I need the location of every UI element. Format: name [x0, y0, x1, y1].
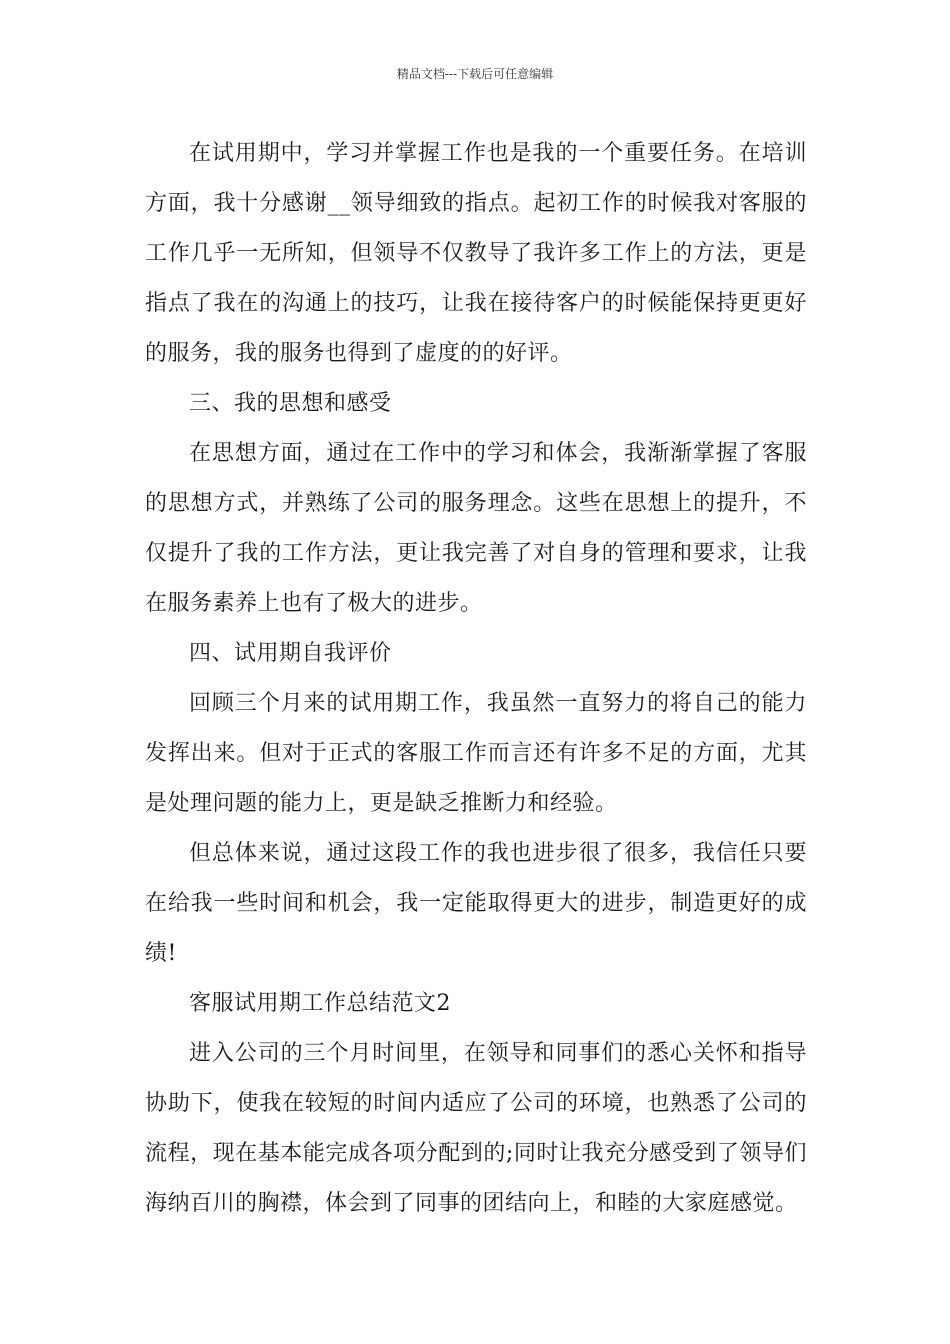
section-heading-thoughts: 三、我的思想和感受: [189, 391, 392, 416]
paragraph-review: 回顾三个月来的试用期工作，我虽然一直努力的将自己的能力发挥出来。但对于正式的客服工作而言还有许多不足的方面，尤其是处理问题的能力上，更是缺乏推断力和经验。: [145, 691, 807, 816]
page-header: 精品文档---下载后可任意编辑: [396, 67, 554, 81]
paragraph-intro-2: 进入公司的三个月时间里，在领导和同事们的悉心关怀和指导协助下，使我在较短的时间内适应了公司的环境，也熟悉了公司的流程，现在基本能完成各项分配到的;同时让我充分感受到了领导们海纳百川的胸襟，体会到了同事的团结向上，和睦的大家庭感觉。: [145, 1041, 807, 1216]
paragraph-training: 在试用期中，学习并掌握工作也是我的一个重要任务。在培训方面，我十分感谢__领导细致的指点。起初工作的时候我对客服的工作几乎一无所知，但领导不仅教导了我许多工作上的方法，更是指点了我在的沟通上的技巧，让我在接待客户的时候能保持更更好的服务，我的服务也得到了虚度的的好评。: [145, 141, 807, 366]
paragraph-thoughts: 在思想方面，通过在工作中的学习和体会，我渐渐掌握了客服的思想方式，并熟练了公司的服务理念。这些在思想上的提升，不仅提升了我的工作方法，更让我完善了对自身的管理和要求，让我在服务素养上也有了极大的进步。: [145, 441, 807, 616]
sample-title-2: 客服试用期工作总结范文2: [189, 991, 451, 1016]
document-body: [145, 129, 807, 1229]
section-heading-self-evaluation: 四、试用期自我评价: [189, 641, 392, 666]
paragraph-summary: 但总体来说，通过这段工作的我也进步很了很多，我信任只要在给我一些时间和机会，我一定能取得更大的进步，制造更好的成绩!: [145, 841, 807, 966]
